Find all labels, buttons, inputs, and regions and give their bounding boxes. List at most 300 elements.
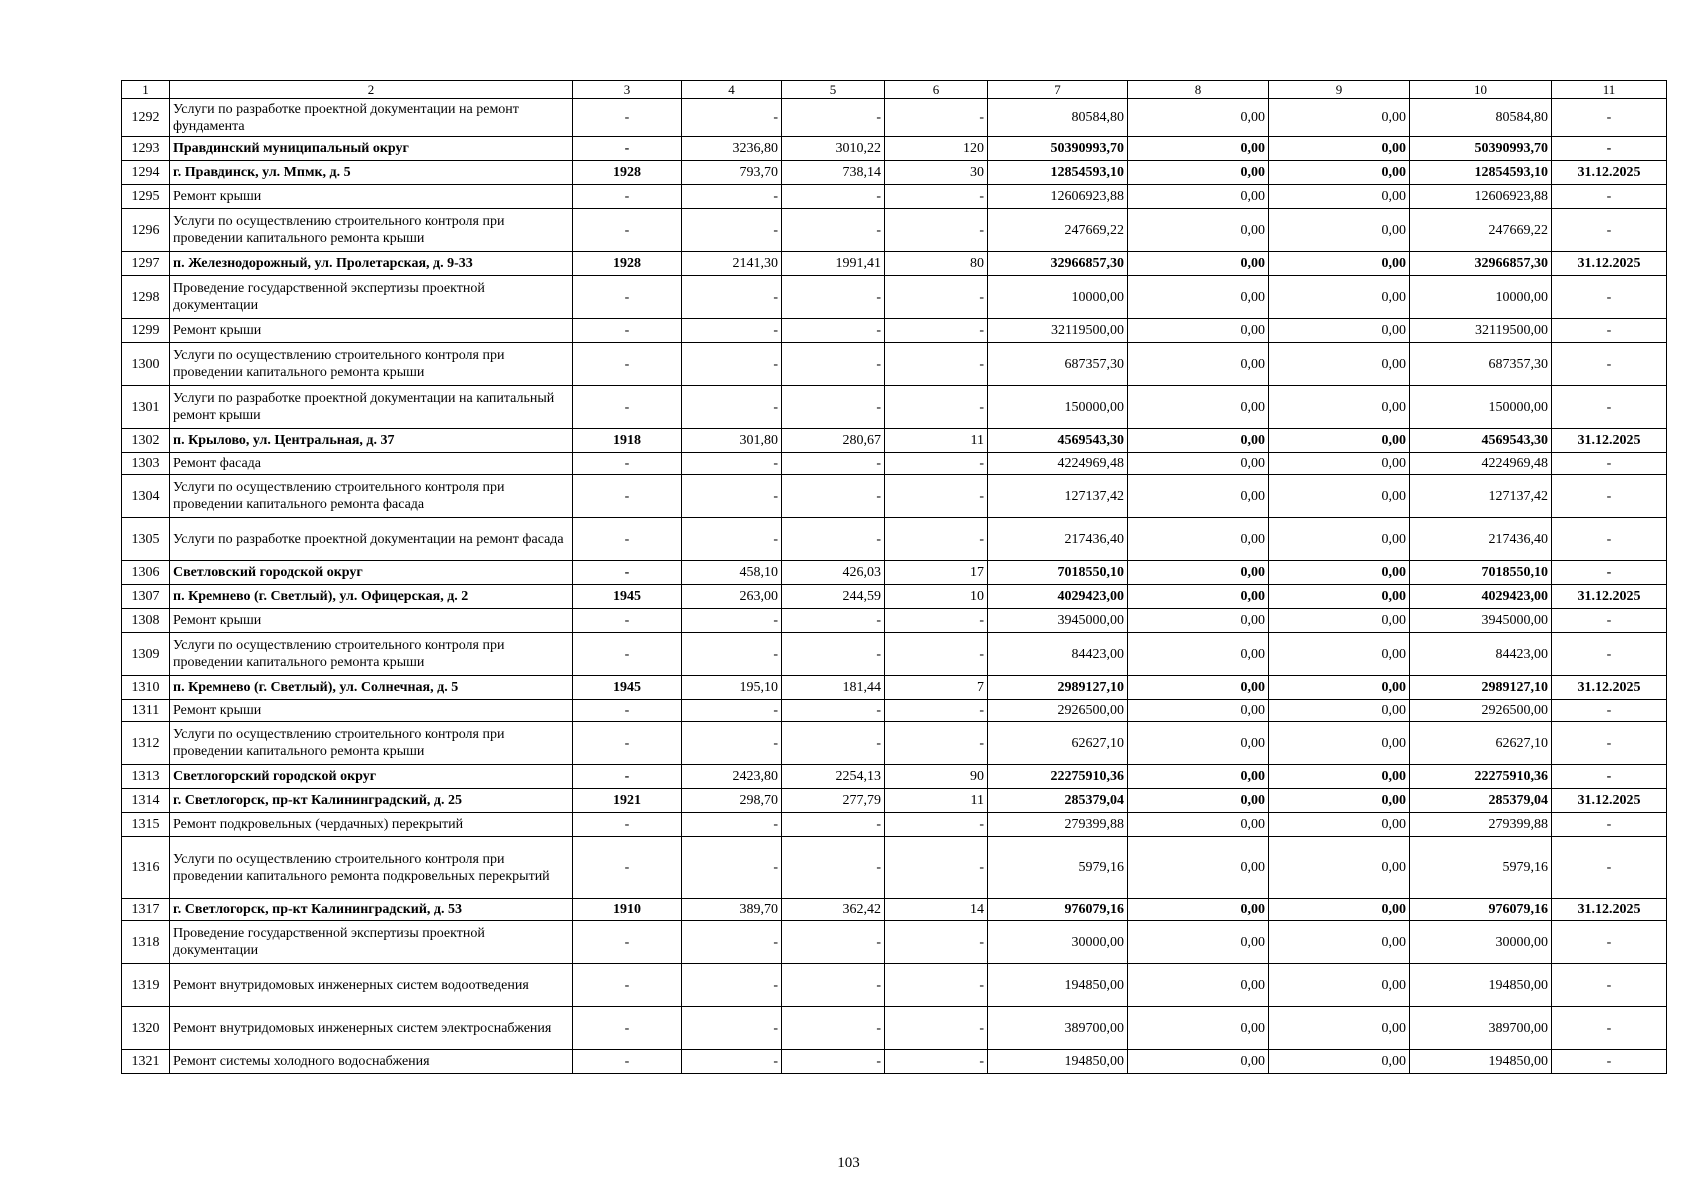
work-description-cell: Услуги по осуществлению строительного контроля при проведении капитального ремонта фасада — [170, 475, 573, 518]
year-built-cell: - — [573, 609, 682, 633]
owners-share-cell: 5979,16 — [1410, 837, 1552, 899]
table-row — [122, 252, 1667, 276]
fund-share-cell: 0,00 — [1128, 161, 1269, 185]
total-cost-cell: 687357,30 — [988, 343, 1128, 386]
owners-share-cell: 7018550,10 — [1410, 561, 1552, 585]
residents-cell: - — [885, 453, 988, 475]
year-built-cell: - — [573, 700, 682, 722]
year-built-cell: - — [573, 1007, 682, 1050]
total-area-cell: 458,10 — [682, 561, 782, 585]
table-row — [122, 137, 1667, 161]
completion-date-cell: - — [1552, 99, 1667, 137]
living-area-cell: - — [782, 185, 885, 209]
total-area-cell: - — [682, 475, 782, 518]
total-area-cell: - — [682, 185, 782, 209]
total-area-cell: 2423,80 — [682, 765, 782, 789]
column-number-cell: 10 — [1410, 81, 1552, 99]
row-number-cell: 1295 — [122, 185, 170, 209]
owners-share-cell: 12606923,88 — [1410, 185, 1552, 209]
owners-share-cell: 80584,80 — [1410, 99, 1552, 137]
owners-share-cell: 4224969,48 — [1410, 453, 1552, 475]
total-cost-cell: 976079,16 — [988, 899, 1128, 921]
work-description-cell: Услуги по разработке проектной документации на ремонт фундамента — [170, 99, 573, 137]
table-row — [122, 518, 1667, 561]
total-area-cell: - — [682, 343, 782, 386]
living-area-cell: - — [782, 1007, 885, 1050]
repair-program-table — [121, 80, 1667, 1074]
residents-cell: 80 — [885, 252, 988, 276]
row-number-cell: 1312 — [122, 722, 170, 765]
completion-date-cell: - — [1552, 276, 1667, 319]
total-area-cell: 389,70 — [682, 899, 782, 921]
budget-share-cell: 0,00 — [1269, 429, 1410, 453]
work-description-cell: г. Правдинск, ул. Мпмк, д. 5 — [170, 161, 573, 185]
living-area-cell: - — [782, 837, 885, 899]
fund-share-cell: 0,00 — [1128, 1050, 1269, 1074]
total-area-cell: - — [682, 813, 782, 837]
residents-cell: - — [885, 386, 988, 429]
budget-share-cell: 0,00 — [1269, 319, 1410, 343]
year-built-cell: - — [573, 453, 682, 475]
work-description-cell: Ремонт системы холодного водоснабжения — [170, 1050, 573, 1074]
budget-share-cell: 0,00 — [1269, 722, 1410, 765]
table-row — [122, 276, 1667, 319]
column-number-cell: 3 — [573, 81, 682, 99]
residents-cell: - — [885, 722, 988, 765]
total-cost-cell: 279399,88 — [988, 813, 1128, 837]
completion-date-cell: - — [1552, 1050, 1667, 1074]
table-row — [122, 475, 1667, 518]
total-cost-cell: 150000,00 — [988, 386, 1128, 429]
total-cost-cell: 2989127,10 — [988, 676, 1128, 700]
living-area-cell: - — [782, 319, 885, 343]
owners-share-cell: 22275910,36 — [1410, 765, 1552, 789]
row-number-cell: 1297 — [122, 252, 170, 276]
residents-cell: - — [885, 209, 988, 252]
living-area-cell: 280,67 — [782, 429, 885, 453]
fund-share-cell: 0,00 — [1128, 700, 1269, 722]
owners-share-cell: 247669,22 — [1410, 209, 1552, 252]
year-built-cell: - — [573, 137, 682, 161]
work-description-cell: Услуги по осуществлению строительного контроля при проведении капитального ремонта крыши — [170, 633, 573, 676]
total-area-cell: - — [682, 921, 782, 964]
column-number-cell: 9 — [1269, 81, 1410, 99]
fund-share-cell: 0,00 — [1128, 789, 1269, 813]
owners-share-cell: 285379,04 — [1410, 789, 1552, 813]
completion-date-cell: - — [1552, 561, 1667, 585]
total-cost-cell: 30000,00 — [988, 921, 1128, 964]
owners-share-cell: 84423,00 — [1410, 633, 1552, 676]
table-row — [122, 429, 1667, 453]
completion-date-cell: - — [1552, 921, 1667, 964]
year-built-cell: - — [573, 518, 682, 561]
table-row — [122, 964, 1667, 1007]
work-description-cell: п. Крылово, ул. Центральная, д. 37 — [170, 429, 573, 453]
table-row — [122, 899, 1667, 921]
budget-share-cell: 0,00 — [1269, 585, 1410, 609]
budget-share-cell: 0,00 — [1269, 609, 1410, 633]
residents-cell: 10 — [885, 585, 988, 609]
work-description-cell: Ремонт крыши — [170, 609, 573, 633]
total-cost-cell: 50390993,70 — [988, 137, 1128, 161]
living-area-cell: - — [782, 813, 885, 837]
table-row — [122, 921, 1667, 964]
row-number-cell: 1308 — [122, 609, 170, 633]
total-area-cell: - — [682, 722, 782, 765]
completion-date-cell: - — [1552, 1007, 1667, 1050]
fund-share-cell: 0,00 — [1128, 813, 1269, 837]
total-cost-cell: 4224969,48 — [988, 453, 1128, 475]
work-description-cell: Правдинский муниципальный округ — [170, 137, 573, 161]
completion-date-cell: 31.12.2025 — [1552, 252, 1667, 276]
residents-cell: - — [885, 921, 988, 964]
completion-date-cell: 31.12.2025 — [1552, 585, 1667, 609]
row-number-cell: 1319 — [122, 964, 170, 1007]
total-cost-cell: 10000,00 — [988, 276, 1128, 319]
table-row — [122, 676, 1667, 700]
total-cost-cell: 247669,22 — [988, 209, 1128, 252]
living-area-cell: - — [782, 209, 885, 252]
work-description-cell: Услуги по осуществлению строительного контроля при проведении капитального ремонта подкровельных перекрытий — [170, 837, 573, 899]
completion-date-cell: - — [1552, 209, 1667, 252]
work-description-cell: Ремонт крыши — [170, 319, 573, 343]
total-cost-cell: 127137,42 — [988, 475, 1128, 518]
total-cost-cell: 285379,04 — [988, 789, 1128, 813]
living-area-cell: - — [782, 343, 885, 386]
owners-share-cell: 30000,00 — [1410, 921, 1552, 964]
row-number-cell: 1299 — [122, 319, 170, 343]
year-built-cell: - — [573, 386, 682, 429]
total-cost-cell: 194850,00 — [988, 1050, 1128, 1074]
residents-cell: 7 — [885, 676, 988, 700]
row-number-cell: 1321 — [122, 1050, 170, 1074]
completion-date-cell: - — [1552, 518, 1667, 561]
living-area-cell: - — [782, 518, 885, 561]
completion-date-cell: 31.12.2025 — [1552, 789, 1667, 813]
budget-share-cell: 0,00 — [1269, 789, 1410, 813]
total-cost-cell: 3945000,00 — [988, 609, 1128, 633]
year-built-cell: - — [573, 185, 682, 209]
living-area-cell: 181,44 — [782, 676, 885, 700]
living-area-cell: - — [782, 964, 885, 1007]
fund-share-cell: 0,00 — [1128, 676, 1269, 700]
residents-cell: 120 — [885, 137, 988, 161]
residents-cell: - — [885, 319, 988, 343]
living-area-cell: - — [782, 609, 885, 633]
living-area-cell: - — [782, 475, 885, 518]
owners-share-cell: 4569543,30 — [1410, 429, 1552, 453]
residents-cell: - — [885, 1050, 988, 1074]
table-row — [122, 161, 1667, 185]
work-description-cell: Услуги по осуществлению строительного контроля при проведении капитального ремонта крыши — [170, 343, 573, 386]
row-number-cell: 1317 — [122, 899, 170, 921]
completion-date-cell: 31.12.2025 — [1552, 676, 1667, 700]
total-area-cell: 2141,30 — [682, 252, 782, 276]
residents-cell: - — [885, 700, 988, 722]
total-area-cell: - — [682, 633, 782, 676]
completion-date-cell: - — [1552, 386, 1667, 429]
owners-share-cell: 12854593,10 — [1410, 161, 1552, 185]
row-number-cell: 1311 — [122, 700, 170, 722]
row-number-cell: 1302 — [122, 429, 170, 453]
owners-share-cell: 32119500,00 — [1410, 319, 1552, 343]
fund-share-cell: 0,00 — [1128, 386, 1269, 429]
owners-share-cell: 50390993,70 — [1410, 137, 1552, 161]
row-number-cell: 1298 — [122, 276, 170, 319]
column-number-cell: 5 — [782, 81, 885, 99]
budget-share-cell: 0,00 — [1269, 921, 1410, 964]
year-built-cell: - — [573, 633, 682, 676]
living-area-cell: 738,14 — [782, 161, 885, 185]
table-row — [122, 837, 1667, 899]
total-area-cell: 195,10 — [682, 676, 782, 700]
living-area-cell: - — [782, 276, 885, 319]
work-description-cell: Услуги по разработке проектной документации на капитальный ремонт крыши — [170, 386, 573, 429]
living-area-cell: - — [782, 700, 885, 722]
budget-share-cell: 0,00 — [1269, 837, 1410, 899]
living-area-cell: - — [782, 453, 885, 475]
table-row — [122, 343, 1667, 386]
completion-date-cell: - — [1552, 137, 1667, 161]
work-description-cell: Ремонт фасада — [170, 453, 573, 475]
fund-share-cell: 0,00 — [1128, 137, 1269, 161]
total-area-cell: - — [682, 1007, 782, 1050]
budget-share-cell: 0,00 — [1269, 518, 1410, 561]
residents-cell: - — [885, 609, 988, 633]
completion-date-cell: - — [1552, 765, 1667, 789]
work-description-cell: п. Кремнево (г. Светлый), ул. Офицерская, д. 2 — [170, 585, 573, 609]
fund-share-cell: 0,00 — [1128, 899, 1269, 921]
fund-share-cell: 0,00 — [1128, 1007, 1269, 1050]
row-number-cell: 1310 — [122, 676, 170, 700]
total-area-cell: - — [682, 99, 782, 137]
budget-share-cell: 0,00 — [1269, 252, 1410, 276]
total-cost-cell: 217436,40 — [988, 518, 1128, 561]
total-cost-cell: 12606923,88 — [988, 185, 1128, 209]
residents-cell: - — [885, 276, 988, 319]
budget-share-cell: 0,00 — [1269, 899, 1410, 921]
year-built-cell: - — [573, 765, 682, 789]
fund-share-cell: 0,00 — [1128, 209, 1269, 252]
fund-share-cell: 0,00 — [1128, 633, 1269, 676]
work-description-cell: Светловский городской округ — [170, 561, 573, 585]
row-number-cell: 1293 — [122, 137, 170, 161]
fund-share-cell: 0,00 — [1128, 319, 1269, 343]
budget-share-cell: 0,00 — [1269, 161, 1410, 185]
residents-cell: - — [885, 813, 988, 837]
budget-share-cell: 0,00 — [1269, 386, 1410, 429]
owners-share-cell: 194850,00 — [1410, 1050, 1552, 1074]
year-built-cell: - — [573, 343, 682, 386]
work-description-cell: Ремонт внутридомовых инженерных систем водоотведения — [170, 964, 573, 1007]
total-cost-cell: 80584,80 — [988, 99, 1128, 137]
row-number-cell: 1306 — [122, 561, 170, 585]
column-number-cell: 11 — [1552, 81, 1667, 99]
year-built-cell: - — [573, 209, 682, 252]
budget-share-cell: 0,00 — [1269, 561, 1410, 585]
column-number-row — [122, 81, 1667, 99]
row-number-cell: 1304 — [122, 475, 170, 518]
total-area-cell: - — [682, 319, 782, 343]
work-description-cell: Услуги по осуществлению строительного контроля при проведении капитального ремонта крыши — [170, 722, 573, 765]
table-row — [122, 319, 1667, 343]
table-row — [122, 633, 1667, 676]
owners-share-cell: 194850,00 — [1410, 964, 1552, 1007]
work-description-cell: г. Светлогорск, пр-кт Калининградский, д. 53 — [170, 899, 573, 921]
work-description-cell: п. Железнодорожный, ул. Пролетарская, д. 9-33 — [170, 252, 573, 276]
year-built-cell: 1921 — [573, 789, 682, 813]
fund-share-cell: 0,00 — [1128, 429, 1269, 453]
budget-share-cell: 0,00 — [1269, 185, 1410, 209]
fund-share-cell: 0,00 — [1128, 609, 1269, 633]
column-number-cell: 8 — [1128, 81, 1269, 99]
budget-share-cell: 0,00 — [1269, 1007, 1410, 1050]
fund-share-cell: 0,00 — [1128, 921, 1269, 964]
completion-date-cell: - — [1552, 609, 1667, 633]
work-description-cell: Ремонт крыши — [170, 700, 573, 722]
year-built-cell: 1910 — [573, 899, 682, 921]
work-description-cell: Проведение государственной экспертизы проектной документации — [170, 276, 573, 319]
table-row — [122, 700, 1667, 722]
table-row — [122, 765, 1667, 789]
completion-date-cell: - — [1552, 700, 1667, 722]
table-row — [122, 789, 1667, 813]
work-description-cell: г. Светлогорск, пр-кт Калининградский, д. 25 — [170, 789, 573, 813]
total-cost-cell: 22275910,36 — [988, 765, 1128, 789]
completion-date-cell: - — [1552, 343, 1667, 386]
living-area-cell: 2254,13 — [782, 765, 885, 789]
residents-cell: 11 — [885, 429, 988, 453]
living-area-cell: 3010,22 — [782, 137, 885, 161]
total-area-cell: - — [682, 964, 782, 1007]
total-area-cell: - — [682, 609, 782, 633]
table-row — [122, 1050, 1667, 1074]
row-number-cell: 1313 — [122, 765, 170, 789]
row-number-cell: 1309 — [122, 633, 170, 676]
owners-share-cell: 2926500,00 — [1410, 700, 1552, 722]
column-number-cell: 4 — [682, 81, 782, 99]
table-row — [122, 813, 1667, 837]
budget-share-cell: 0,00 — [1269, 676, 1410, 700]
owners-share-cell: 127137,42 — [1410, 475, 1552, 518]
completion-date-cell: 31.12.2025 — [1552, 899, 1667, 921]
year-built-cell: - — [573, 921, 682, 964]
total-cost-cell: 7018550,10 — [988, 561, 1128, 585]
total-cost-cell: 62627,10 — [988, 722, 1128, 765]
completion-date-cell: - — [1552, 964, 1667, 1007]
living-area-cell: - — [782, 386, 885, 429]
total-cost-cell: 2926500,00 — [988, 700, 1128, 722]
residents-cell: 11 — [885, 789, 988, 813]
residents-cell: - — [885, 99, 988, 137]
budget-share-cell: 0,00 — [1269, 964, 1410, 1007]
total-area-cell: 298,70 — [682, 789, 782, 813]
fund-share-cell: 0,00 — [1128, 185, 1269, 209]
year-built-cell: 1945 — [573, 676, 682, 700]
work-description-cell: Ремонт крыши — [170, 185, 573, 209]
owners-share-cell: 279399,88 — [1410, 813, 1552, 837]
year-built-cell: - — [573, 319, 682, 343]
living-area-cell: 1991,41 — [782, 252, 885, 276]
row-number-cell: 1318 — [122, 921, 170, 964]
completion-date-cell: - — [1552, 475, 1667, 518]
living-area-cell: - — [782, 633, 885, 676]
year-built-cell: - — [573, 475, 682, 518]
column-number-cell: 2 — [170, 81, 573, 99]
row-number-cell: 1314 — [122, 789, 170, 813]
year-built-cell: 1928 — [573, 252, 682, 276]
residents-cell: 30 — [885, 161, 988, 185]
residents-cell: - — [885, 964, 988, 1007]
budget-share-cell: 0,00 — [1269, 343, 1410, 386]
row-number-cell: 1307 — [122, 585, 170, 609]
budget-share-cell: 0,00 — [1269, 209, 1410, 252]
page-number: 103 — [837, 1155, 860, 1171]
total-cost-cell: 194850,00 — [988, 964, 1128, 1007]
budget-share-cell: 0,00 — [1269, 765, 1410, 789]
budget-share-cell: 0,00 — [1269, 813, 1410, 837]
row-number-cell: 1303 — [122, 453, 170, 475]
total-cost-cell: 32966857,30 — [988, 252, 1128, 276]
work-description-cell: п. Кремнево (г. Светлый), ул. Солнечная, д. 5 — [170, 676, 573, 700]
row-number-cell: 1294 — [122, 161, 170, 185]
table-row — [122, 99, 1667, 137]
work-description-cell: Ремонт внутридомовых инженерных систем электроснабжения — [170, 1007, 573, 1050]
row-number-cell: 1301 — [122, 386, 170, 429]
living-area-cell: - — [782, 722, 885, 765]
completion-date-cell: - — [1552, 633, 1667, 676]
completion-date-cell: - — [1552, 722, 1667, 765]
fund-share-cell: 0,00 — [1128, 964, 1269, 1007]
total-cost-cell: 84423,00 — [988, 633, 1128, 676]
table-row — [122, 609, 1667, 633]
total-area-cell: - — [682, 453, 782, 475]
year-built-cell: 1918 — [573, 429, 682, 453]
budget-share-cell: 0,00 — [1269, 633, 1410, 676]
column-number-cell: 7 — [988, 81, 1128, 99]
residents-cell: - — [885, 633, 988, 676]
residents-cell: - — [885, 475, 988, 518]
row-number-cell: 1315 — [122, 813, 170, 837]
residents-cell: - — [885, 343, 988, 386]
fund-share-cell: 0,00 — [1128, 475, 1269, 518]
residents-cell: - — [885, 1007, 988, 1050]
total-area-cell: - — [682, 837, 782, 899]
work-description-cell: Ремонт подкровельных (чердачных) перекрытий — [170, 813, 573, 837]
residents-cell: 90 — [885, 765, 988, 789]
residents-cell: - — [885, 518, 988, 561]
row-number-cell: 1296 — [122, 209, 170, 252]
residents-cell: - — [885, 837, 988, 899]
year-built-cell: - — [573, 813, 682, 837]
table-row — [122, 386, 1667, 429]
living-area-cell: - — [782, 921, 885, 964]
total-cost-cell: 32119500,00 — [988, 319, 1128, 343]
living-area-cell: - — [782, 99, 885, 137]
residents-cell: 17 — [885, 561, 988, 585]
owners-share-cell: 2989127,10 — [1410, 676, 1552, 700]
year-built-cell: - — [573, 99, 682, 137]
total-area-cell: 263,00 — [682, 585, 782, 609]
budget-share-cell: 0,00 — [1269, 475, 1410, 518]
total-area-cell: - — [682, 518, 782, 561]
owners-share-cell: 217436,40 — [1410, 518, 1552, 561]
total-area-cell: 301,80 — [682, 429, 782, 453]
total-area-cell: - — [682, 700, 782, 722]
living-area-cell: 362,42 — [782, 899, 885, 921]
fund-share-cell: 0,00 — [1128, 252, 1269, 276]
row-number-cell: 1300 — [122, 343, 170, 386]
